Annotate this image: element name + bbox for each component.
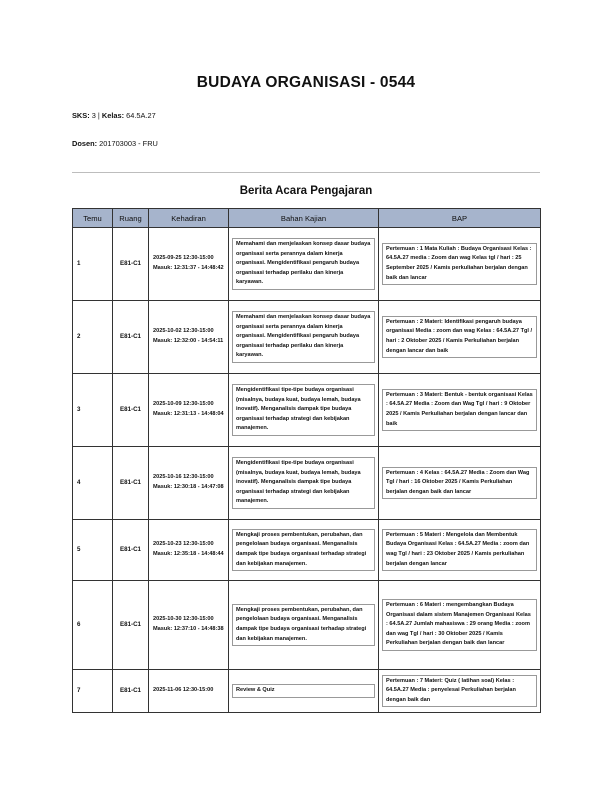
document-title: BUDAYA ORGANISASI - 0544 <box>196 74 416 91</box>
cell-kehadiran: 2025-10-09 12:30-15:00 Masuk: 12:31:13 - 14:48:04 <box>149 374 229 447</box>
bahan-box: Memahami dan menjelaskan konsep dasar budaya organisasi serta perannya dalam kinerja organisasi. Mengidentifikasi pengaruh budaya organisasi terhadap perilaku dan kinerja karyawan. <box>232 311 375 363</box>
cell-bap <box>379 670 541 713</box>
cell-bahan-kajian <box>229 301 379 374</box>
cell-ruang: E81-C1 <box>113 670 149 713</box>
cell-temu: 3 <box>73 374 113 447</box>
cell-kehadiran: 2025-09-25 12:30-15:00 Masuk: 12:31:37 - 14:48:42 <box>149 228 229 301</box>
table-row <box>73 581 541 670</box>
cell-bap <box>379 447 541 520</box>
cell-bap <box>379 228 541 301</box>
cell-bahan-kajian <box>229 228 379 301</box>
table-row <box>73 670 541 713</box>
cell-kehadiran: 2025-10-02 12:30-15:00 Masuk: 12:32:00 - 14:54:11 <box>149 301 229 374</box>
cell-bahan-kajian <box>229 447 379 520</box>
cell-ruang: E81-C1 <box>113 520 149 581</box>
kelas-value: 64.5A.27 <box>126 111 156 120</box>
bap-box: Pertemuan : 5 Materi : Mengelola dan Membentuk Budaya Organisasi Kelas : 64.5A.27 Media : zoom dan wag Tgl / hari : 23 Oktober 2025 / Kamis perkuliahan berjalan dengan lancar <box>382 529 537 571</box>
cell-kehadiran: 2025-10-23 12:30-15:00 Masuk: 12:35:18 - 14:48:44 <box>149 520 229 581</box>
cell-temu: 1 <box>73 228 113 301</box>
table-row <box>73 520 541 581</box>
cell-ruang: E81-C1 <box>113 301 149 374</box>
cell-kehadiran: 2025-11-06 12:30-15:00 <box>149 670 229 713</box>
bap-box: Pertemuan : 3 Materi: Bentuk - bentuk organisasi Kelas : 64.5A.27 Media : Zoom dan Wag Tgl / hari : 9 Oktober 2025 / Kamis Perkuliahan berjalan dengan lancar dan baik <box>382 389 537 431</box>
cell-ruang: E81-C1 <box>113 374 149 447</box>
cell-temu: 6 <box>73 581 113 670</box>
table-row <box>73 447 541 520</box>
cell-bahan-kajian <box>229 374 379 447</box>
bap-box: Pertemuan : 6 Materi : mengembangkan Budaya Organisasi dalam sistem Manajemen Organisasi Kelas : 64.5A.27 Jumlah mahasiswa : 29 orang Media : zoom dan wag Tgl / hari : 30 Oktober 2025 / Kamis Perkuliahan berjalan dengan baik dan lancar <box>382 599 537 651</box>
cell-ruang: E81-C1 <box>113 228 149 301</box>
bap-box: Pertemuan : 1 Mata Kuliah : Budaya Organisasi Kelas : 64.5A.27 media : Zoom dan wag Kelas tgl / hari : 25 September 2025 / Kamis perkuliahan berjalan dengan baik dan lancar <box>382 243 537 285</box>
cell-ruang: E81-C1 <box>113 581 149 670</box>
bahan-box: Mengkaji proses pembentukan, perubahan, dan pengelolaan budaya organisasi. Menganalisis dampak tipe budaya organisasi terhadap strategi dan kebijakan manajemen. <box>232 604 375 646</box>
course-meta <box>72 111 156 120</box>
bahan-box: Mengidentifikasi tipe-tipe budaya organisasi (misalnya, budaya kuat, budaya lemah, budaya inovatif). Menganalisis dampak tipe budaya organisasi terhadap strategi dan kebijakan manajemen. <box>232 384 375 436</box>
cell-bahan-kajian <box>229 670 379 713</box>
bahan-box: Mengkaji proses pembentukan, perubahan, dan pengelolaan budaya organisasi. Menganalisis dampak tipe budaya organisasi terhadap strategi dan kebijakan manajemen. <box>232 529 375 571</box>
cell-temu: 4 <box>73 447 113 520</box>
cell-ruang: E81-C1 <box>113 447 149 520</box>
table-row <box>73 374 541 447</box>
lecturer-meta <box>72 139 158 148</box>
table-row <box>73 301 541 374</box>
cell-kehadiran: 2025-10-30 12:30-15:00 Masuk: 12:37:10 - 14:48:38 <box>149 581 229 670</box>
dosen-label: Dosen: <box>72 139 98 148</box>
table-header-row <box>73 209 541 228</box>
bahan-box: Memahami dan menjelaskan konsep dasar budaya organisasi serta perannya dalam kinerja organisasi. Mengidentifikasi pengaruh budaya organisasi terhadap perilaku dan kinerja karyawan. <box>232 238 375 290</box>
section-title: Berita Acara Pengajaran <box>239 185 373 197</box>
cell-bahan-kajian <box>229 520 379 581</box>
header-kehadiran: Kehadiran <box>149 209 229 228</box>
cell-temu: 7 <box>73 670 113 713</box>
cell-temu: 5 <box>73 520 113 581</box>
header-bahan-kajian: Bahan Kajian <box>229 209 379 228</box>
sks-value: 3 <box>91 111 96 120</box>
cell-bahan-kajian <box>229 581 379 670</box>
cell-bap <box>379 301 541 374</box>
cell-kehadiran: 2025-10-16 12:30-15:00 Masuk: 12:30:18 - 14:47:08 <box>149 447 229 520</box>
bahan-box: Mengidentifikasi tipe-tipe budaya organisasi (misalnya, budaya kuat, budaya lemah, budaya inovatif). Menganalisis dampak tipe budaya organisasi terhadap strategi dan kebijakan manajemen. <box>232 457 375 509</box>
kelas-label: Kelas: <box>101 111 125 120</box>
bap-box: Pertemuan : 7 Materi: Quiz ( latihan soal) Kelas : 64.5A.27 Media : penyelesai Perkuliahan berjalan dengan baik dan <box>382 675 537 708</box>
cell-bap <box>379 581 541 670</box>
cell-temu: 2 <box>73 301 113 374</box>
cell-bap <box>379 520 541 581</box>
table-row <box>73 228 541 301</box>
teaching-record-table <box>72 208 541 713</box>
bap-box: Pertemuan : 2 Materi: Identifikasi pengaruh budaya organisasi Media : zoom dan wag Kelas : 64.5A.27 Tgl / hari : 2 Oktober 2025 / Kamis Perkuliahan berjalan dengan lancar dan baik <box>382 316 537 358</box>
header-ruang: Ruang <box>113 209 149 228</box>
bap-box: Pertemuan : 4 Kelas : 64.5A.27 Media : Zoom dan Wag Tgl / hari : 16 Oktober 2025 / Kamis Perkuliahan berjalan dengan baik dan lancar <box>382 467 537 500</box>
header-bap: BAP <box>379 209 541 228</box>
dosen-value: 201703003 - FRU <box>99 139 158 148</box>
header-temu: Temu <box>73 209 113 228</box>
divider <box>72 172 540 173</box>
bahan-box: Review & Quiz <box>232 684 375 698</box>
meta-separator: | <box>97 111 100 120</box>
cell-bap <box>379 374 541 447</box>
sks-label: SKS: <box>72 111 90 120</box>
